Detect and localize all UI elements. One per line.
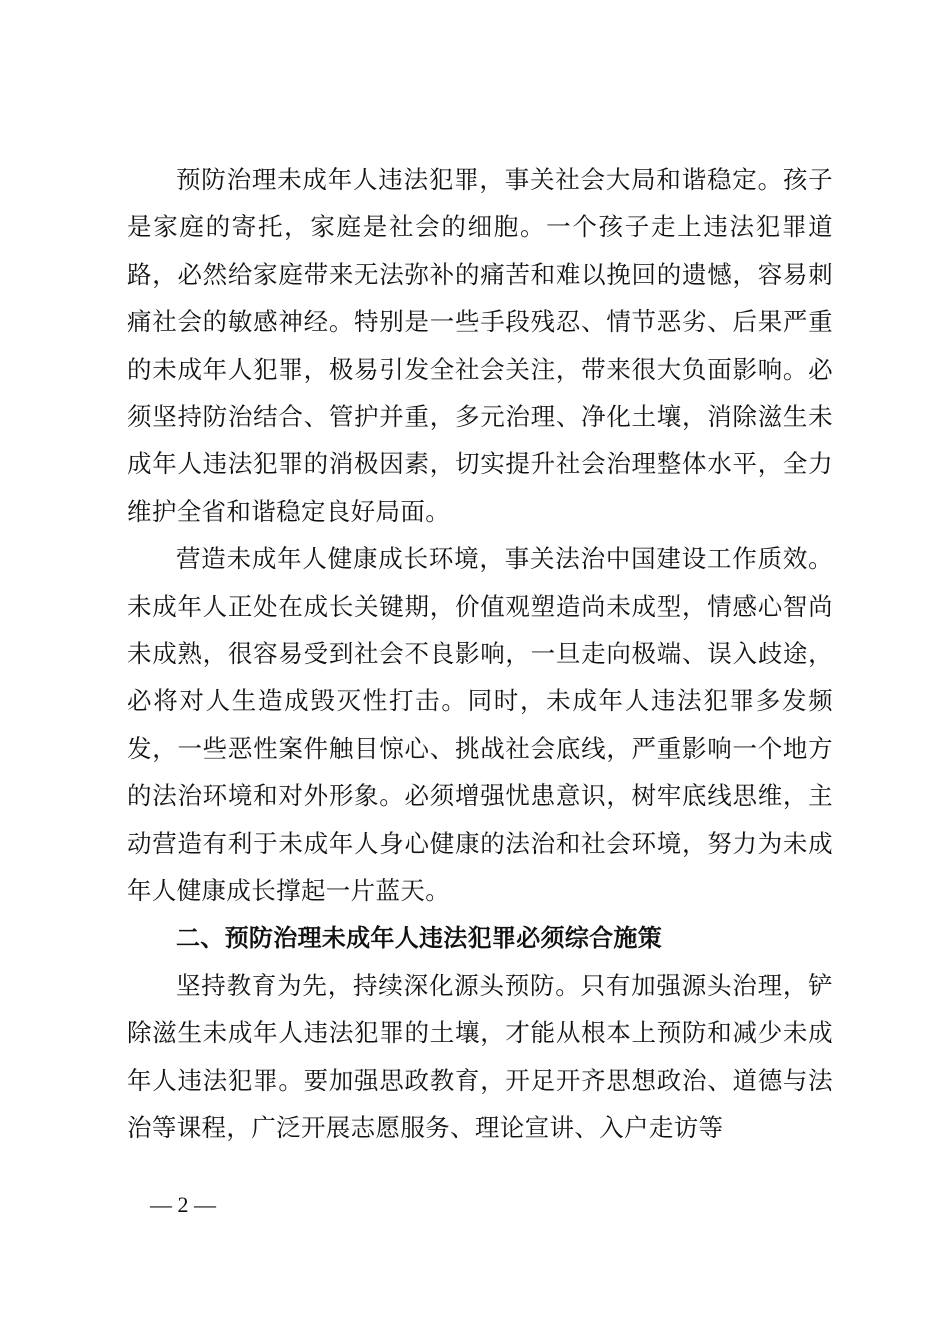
body-paragraph: 预防治理未成年人违法犯罪，事关社会大局和谐稳定。孩子是家庭的寄托，家庭是社会的细胞。一个孩子走上违法犯罪道路，必然给家庭带来无法弥补的痛苦和难以挽回的遗憾，容易刺痛社会的敏感神经。特别是一些手段残忍、情节恶劣、后果严重的未成年人犯罪，极易引发全社会关注，带来很大负面影响。必须坚持防治结合、管护并重，多元治理、净化土壤，消除滋生未成年人违法犯罪的消极因素，切实提升社会治理整体水平，全力维护全省和谐稳定良好局面。 <box>127 165 833 526</box>
document-body <box>127 156 833 1152</box>
body-paragraph: 坚持教育为先，持续深化源头预防。只有加强源头治理，铲除滋生未成年人违法犯罪的土壤，才能从根本上预防和减少未成年人违法犯罪。要加强思政教育，开足开齐思想政治、道德与法治等课程，广泛开展志愿服务、理论宣讲、入户走访等 <box>127 970 833 1143</box>
body-paragraph: 营造未成年人健康成长环境，事关法治中国建设工作质效。未成年人正处在成长关键期，价值观塑造尚未成型，情感心智尚未成熟，很容易受到社会不良影响，一旦走向极端、误入歧途，必将对人生造成毁灭性打击。同时，未成年人违法犯罪多发频发，一些恶性案件触目惊心、挑战社会底线，严重影响一个地方的法治环境和对外形象。必须增强忧患意识，树牢底线思维，主动营造有利于未成年人身心健康的法治和社会环境，努力为未成年人健康成长撑起一片蓝天。 <box>127 544 833 906</box>
page-number: — 2 — <box>150 1192 216 1217</box>
section-heading: 二、预防治理未成年人违法犯罪必须综合施策 <box>176 923 662 952</box>
